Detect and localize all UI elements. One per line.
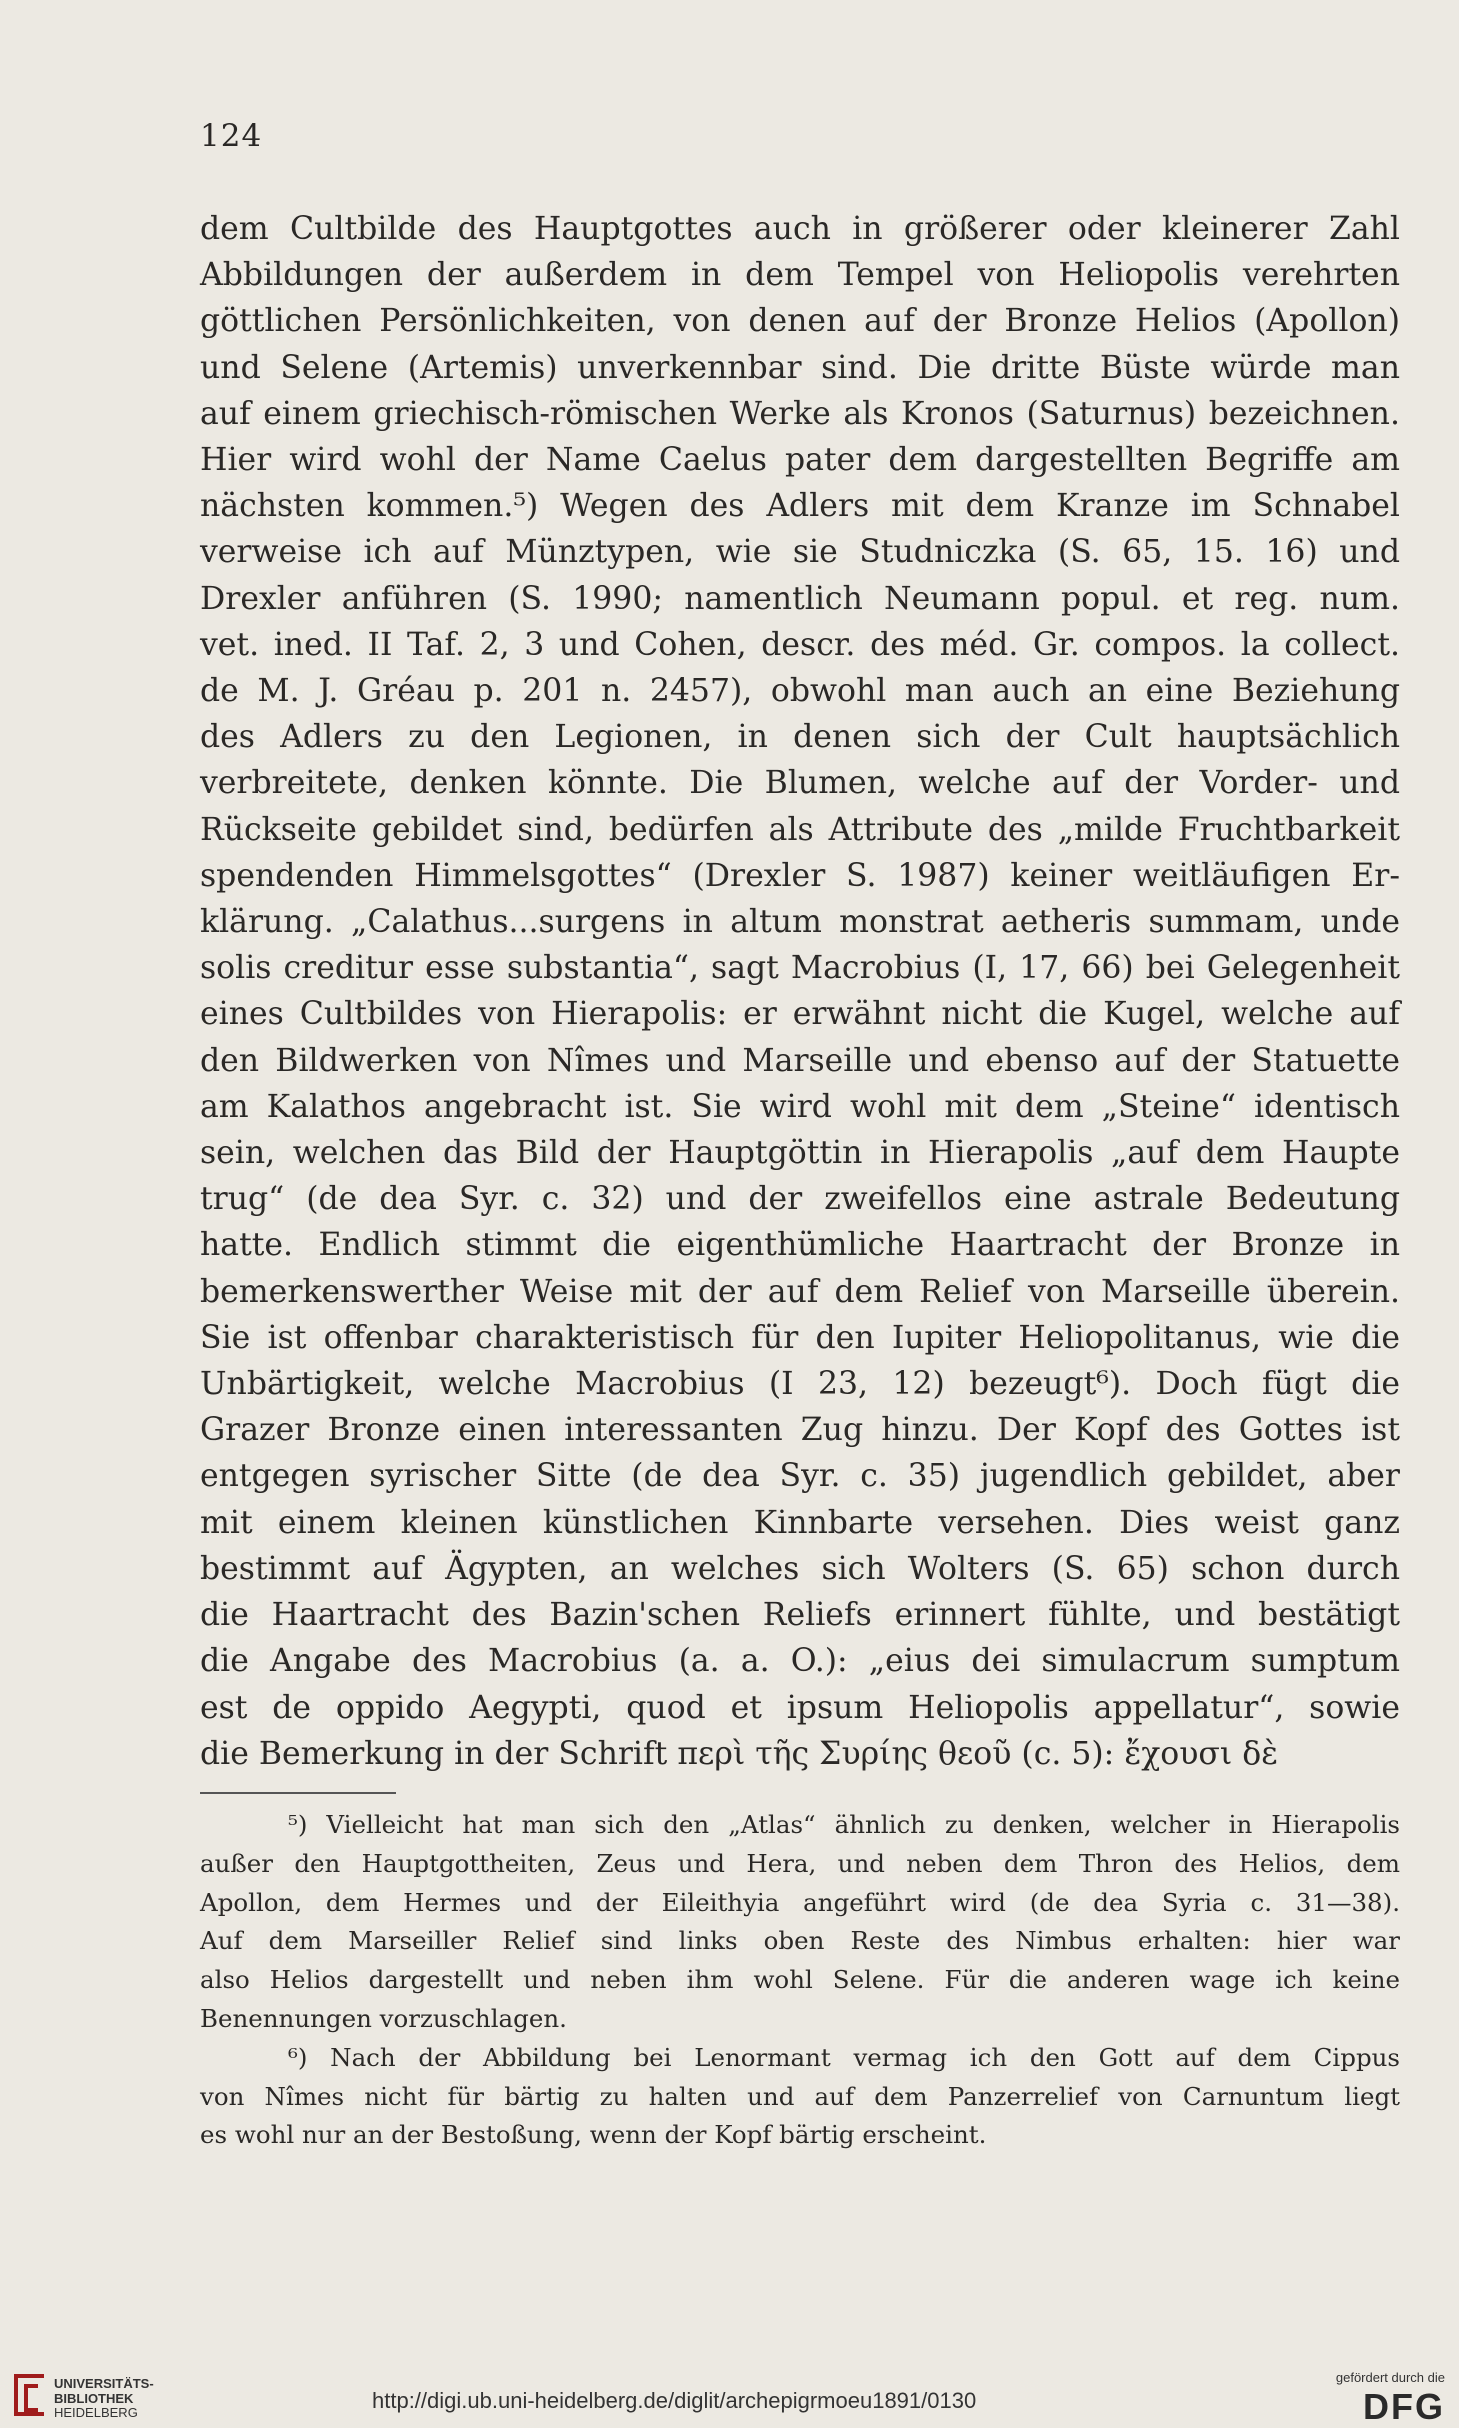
body-line: des Adlers zu den Legionen, in denen sich der Cult hauptsächlich [200, 719, 1400, 756]
body-line: klärung. „Calathus...surgens in altum monstrat aetheris summam, unde [200, 904, 1400, 941]
body-line: die Bemerkung in der Schrift περὶ τῆς Συρίης θεοῦ (c. 5): ἔχουσι δὲ [200, 1735, 1279, 1772]
footnote-line: von Nîmes nicht für bärtig zu halten und auf dem Panzerrelief von Carnuntum liegt [200, 2081, 1400, 2111]
footnote-line: es wohl nur an der Bestoßung, wenn der Kopf bärtig erscheint. [200, 2120, 987, 2150]
body-line: hatte. Endlich stimmt die eigenthümliche Haartracht der Bronze in [200, 1227, 1400, 1264]
body-line: die Haartracht des Bazin'schen Reliefs erinnert fühlte, und bestätigt [200, 1597, 1400, 1634]
body-line: die Angabe des Macrobius (a. a. O.): „eius dei simulacrum sumptum [200, 1643, 1400, 1680]
footnote-line: ⁵) Vielleicht hat man sich den „Atlas“ ähnlich zu denken, welcher in Hierapolis [288, 1810, 1400, 1839]
body-line: est de oppido Aegypti, quod et ipsum Heliopolis appellatur“, sowie [200, 1689, 1400, 1726]
library-name-line3: HEIDELBERG [54, 2405, 138, 2420]
footnote-line: also Helios dargestellt und neben ihm wohl Selene. Für die anderen wage ich keine [200, 1965, 1400, 1995]
body-line: Drexler anführen (S. 1990; namentlich Neumann popul. et reg. num. [200, 580, 1400, 617]
footnote-line: ⁶) Nach der Abbildung bei Lenormant vermag ich den Gott auf dem Cippus [288, 2042, 1400, 2072]
body-line: spendenden Himmelsgottes“ (Drexler S. 1987) keiner weitläufigen Er- [200, 857, 1400, 894]
body-line: entgegen syrischer Sitte (de dea Syr. c. 35) jugendlich gebildet, aber [200, 1458, 1400, 1495]
funded-by-label: gefördert durch die [1335, 2370, 1445, 2385]
body-line: verbreitete, denken könnte. Die Blumen, welche auf der Vorder- und [200, 765, 1400, 802]
dfg-logo: DFG [1363, 2386, 1445, 2427]
body-line: am Kalathos angebracht ist. Sie wird wohl mit dem „Steine“ identisch [200, 1088, 1400, 1125]
body-line: sein, welchen das Bild der Hauptgöttin in Hierapolis „auf dem Haupte [200, 1135, 1400, 1172]
footnote-line: Apollon, dem Hermes und der Eileithyia angeführt wird (de dea Syria c. 31—38). [200, 1887, 1400, 1917]
body-line: nächsten kommen.⁵) Wegen des Adlers mit dem Kranze im Schnabel [200, 488, 1400, 525]
body-line: bestimmt auf Ägypten, an welches sich Wolters (S. 65) schon durch [200, 1550, 1400, 1587]
body-line: vet. ined. II Taf. 2, 3 und Cohen, descr. des méd. Gr. compos. la collect. [200, 626, 1400, 663]
footnotes [200, 1806, 1400, 2155]
body-line: Rückseite gebildet sind, bedürfen als Attribute des „milde Fruchtbarkeit [200, 811, 1400, 848]
body-line: bemerkenswerther Weise mit der auf dem Relief von Marseille überein. [200, 1273, 1400, 1310]
footnote-line: Auf dem Marseiller Relief sind links oben Reste des Nimbus erhalten: hier war [200, 1926, 1400, 1956]
body-line: verweise ich auf Münztypen, wie sie Studniczka (S. 65, 15. 16) und [200, 534, 1400, 571]
body-line: trug“ (de dea Syr. c. 32) und der zweifellos eine astrale Bedeutung [200, 1181, 1400, 1218]
library-name-line1: UNIVERSITÄTS- [54, 2376, 154, 2391]
library-name-line2: BIBLIOTHEK [54, 2390, 134, 2406]
body-line: Sie ist offenbar charakteristisch für den Iupiter Heliopolitanus, wie die [200, 1319, 1400, 1356]
body-line: Unbärtigkeit, welche Macrobius (I 23, 12) bezeugt⁶). Doch fügt die [200, 1366, 1400, 1403]
body-line: Grazer Bronze einen interessanten Zug hinzu. Der Kopf des Gottes ist [200, 1412, 1400, 1449]
library-name [54, 2377, 154, 2421]
body-line: göttlichen Persönlichkeiten, von denen auf der Bronze Helios (Apollon) [200, 303, 1400, 340]
footnote-divider [200, 1792, 396, 1794]
page-number: 124 [200, 118, 263, 154]
body-line: solis creditur esse substantia“, sagt Macrobius (I, 17, 66) bei Gelegenheit [200, 950, 1400, 987]
body-line: den Bildwerken von Nîmes und Marseille und ebenso auf der Statuette [200, 1042, 1400, 1079]
body-line: mit einem kleinen künstlichen Kinnbarte versehen. Dies weist ganz [200, 1504, 1400, 1541]
body-line: dem Cultbilde des Hauptgottes auch in größerer oder kleinerer Zahl [200, 211, 1400, 247]
body-line: de M. J. Gréau p. 201 n. 2457), obwohl man auch an eine Beziehung [200, 673, 1400, 710]
body-line: eines Cultbildes von Hierapolis: er erwähnt nicht die Kugel, welche auf [200, 996, 1400, 1033]
footnote-line: außer den Hauptgottheiten, Zeus und Hera, und neben dem Thron des Helios, dem [200, 1848, 1400, 1878]
body-line: und Selene (Artemis) unverkennbar sind. Die dritte Büste würde man [200, 349, 1400, 386]
source-url-link[interactable]: http://digi.ub.uni-heidelberg.de/diglit/archepigrmoeu1891/0130 [372, 2388, 977, 2413]
main-text [200, 206, 1400, 1777]
body-line: Abbildungen der außerdem in dem Tempel von Heliopolis verehrten [200, 257, 1400, 294]
footer-bar [0, 2322, 1459, 2427]
footnote-line: Benennungen vorzuschlagen. [200, 2003, 567, 2033]
body-line: Hier wird wohl der Name Caelus pater dem dargestellten Begriffe am [200, 442, 1400, 479]
body-line: auf einem griechisch-römischen Werke als Kronos (Saturnus) bezeichnen. [200, 395, 1400, 432]
library-logo-icon [14, 2374, 44, 2416]
